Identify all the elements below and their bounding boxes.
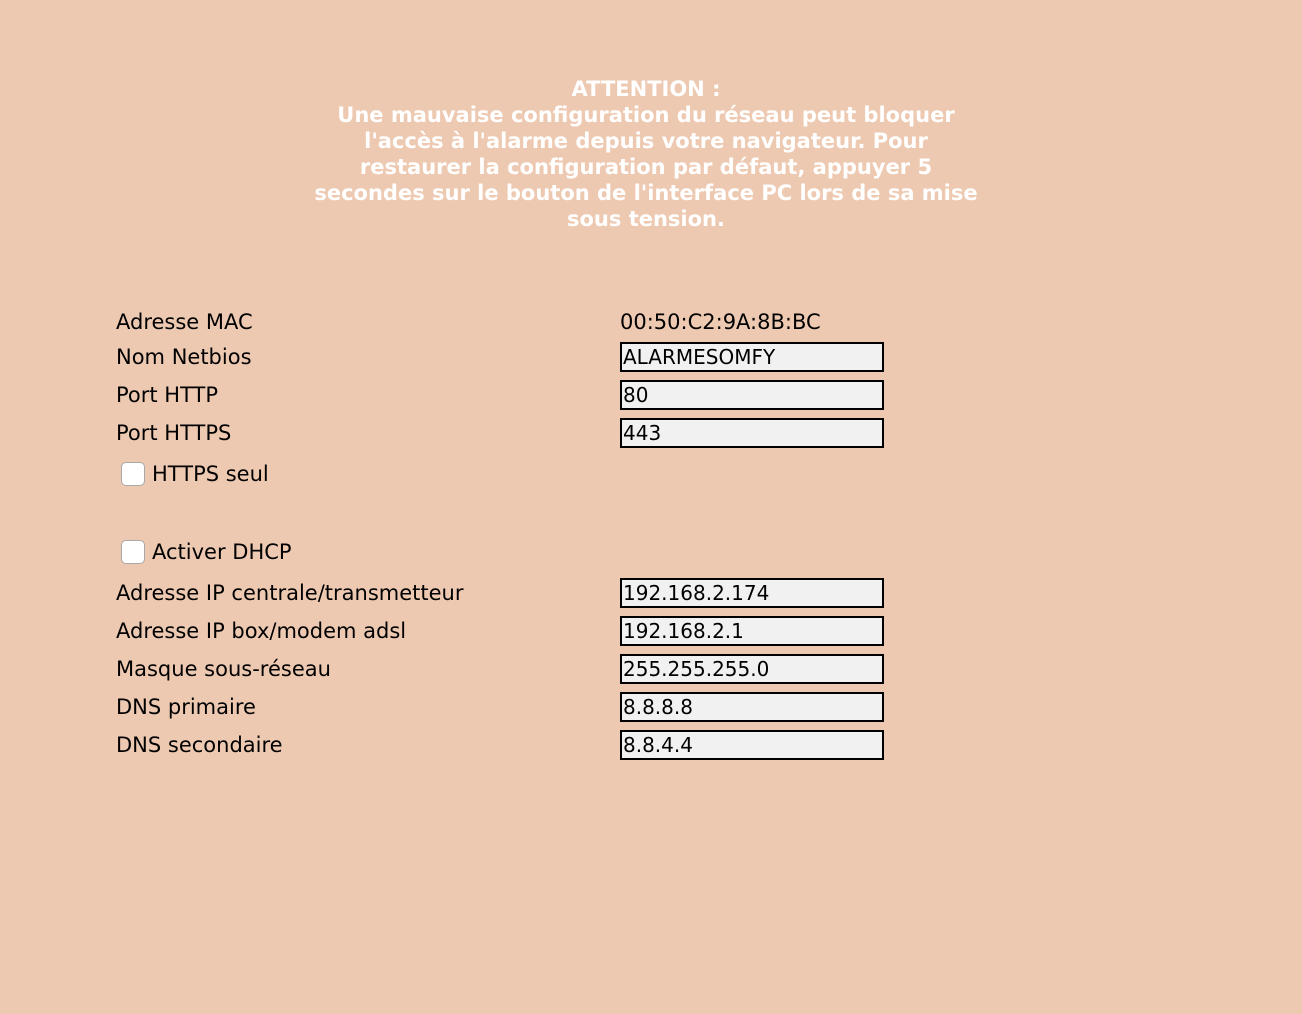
ip-box-label: Adresse IP box/modem adsl (116, 619, 407, 643)
https-port-label: Port HTTPS (116, 421, 232, 445)
dns-secondary-input[interactable] (620, 730, 884, 760)
mac-address-label: Adresse MAC (116, 310, 253, 334)
dhcp-label[interactable]: Activer DHCP (152, 540, 292, 564)
ip-box-input[interactable] (620, 616, 884, 646)
subnet-mask-row (116, 654, 896, 684)
https-only-checkbox[interactable] (121, 462, 145, 486)
dhcp-row (121, 537, 521, 567)
subnet-mask-label: Masque sous-réseau (116, 657, 331, 681)
ip-central-label: Adresse IP centrale/transmetteur (116, 581, 464, 605)
http-port-label: Port HTTP (116, 383, 219, 407)
dns-primary-input[interactable] (620, 692, 884, 722)
netbios-row (116, 342, 896, 372)
warning-body: Une mauvaise configuration du réseau peut bloquer l'accès à l'alarme depuis votre navigateur. Pour restaurer la configuration par défaut, appuyer 5 secondes sur le bouton de l'interface PC lors de sa mise sous tension. (314, 103, 978, 231)
https-port-row (116, 418, 896, 448)
dns-primary-row (116, 692, 896, 722)
dns-secondary-row (116, 730, 896, 760)
dns-primary-label: DNS primaire (116, 695, 256, 719)
mac-address-value: 00:50:C2:9A:8B:BC (620, 310, 821, 334)
network-warning (310, 76, 982, 232)
warning-title: ATTENTION : (571, 77, 721, 101)
https-only-label[interactable]: HTTPS seul (152, 462, 269, 486)
dhcp-checkbox[interactable] (121, 540, 145, 564)
ip-central-input[interactable] (620, 578, 884, 608)
https-port-input[interactable] (620, 418, 884, 448)
mac-address-row (116, 307, 896, 337)
netbios-input[interactable] (620, 342, 884, 372)
https-only-row (121, 459, 521, 489)
dns-secondary-label: DNS secondaire (116, 733, 283, 757)
netbios-label: Nom Netbios (116, 345, 252, 369)
ip-central-row (116, 578, 896, 608)
http-port-row (116, 380, 896, 410)
http-port-input[interactable] (620, 380, 884, 410)
ip-box-row (116, 616, 896, 646)
subnet-mask-input[interactable] (620, 654, 884, 684)
